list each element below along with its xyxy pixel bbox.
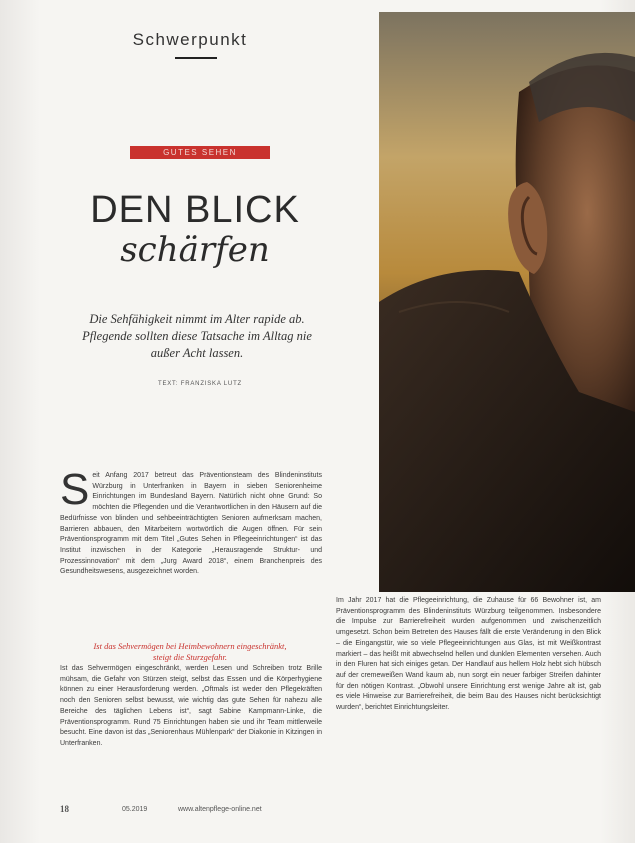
article-column-1-lower (60, 664, 322, 750)
article-paragraph-2: Ist das Sehvermögen eingeschränkt, werden Lesen und Schreiben trotz Brille mühsam, die Gefahr von Stürzen steigt, selbst das Essen und die Körperhygiene können zu einer Herausforderung werden. „Oftmals ist weder den Pflegekräften noch den Senioren selbst bewusst, wie wichtig das gute Sehen für nahezu alle Bereiche des täglichen Lebens ist“, sagt Sabine Kampmann-Linke, die Präventionsprogramm. Rund 75 Einrichtungen haben sie und ihr Team mittlerweile besucht. Eine davon ist das „Seniorenhaus Mühlenpark“ der Diakonie in Kitzingen in Unterfranken. (60, 665, 322, 747)
article-paragraph-1: eit Anfang 2017 betreut das Präventionsteam des Blindeninstituts Würzburg in Unterfranken in Bayern in sieben Seniorenheime Einrichtungen im Bundesland Bayern. Natürlich nicht ohne Grund: So möchten die Pflegenden und die Verantwortlichen in den Häusern auf die Bedürfnisse von blinden und sehbeeinträchtigten Senioren aufmerksam machen, Barrieren abbauen, den Mitarbeitern wortwörtlich die Augen öffnen. Für sein Präventionsprogramm mit dem Titel „Gutes Sehen in Pflegeeinrichtungen“ ist das Institut inzwischen in der Kategorie „Herausragende Struktur- und Prozessinnovation“ mit dem „Jurg Award 2018“, einem Branchenpreis des Gesundheitswesens, ausgezeichnet worden. (60, 472, 322, 576)
article-title-italic: schärfen (120, 230, 270, 270)
article-byline: TEXT: FRANZISKA LUTZ (157, 381, 242, 387)
drop-cap: S (60, 465, 90, 514)
pull-quote: Ist das Sehvermögen bei Heimbewohnern eingeschränkt, steigt die Sturzgefahr. (93, 641, 287, 662)
section-divider (175, 57, 217, 59)
page-number: 18 (60, 804, 69, 814)
article-column-1 (60, 465, 322, 578)
article-lead: Die Sehfähigkeit nimmt im Alter rapide ab. Pflegende sollten diese Tatsache im Alltag nie außer Acht lassen. (82, 312, 312, 360)
section-label: Schwerpunkt (132, 30, 248, 49)
article-title: DEN BLICK (90, 189, 300, 231)
issue-label: 05.2019 (122, 806, 148, 813)
article-paragraph-3: Im Jahr 2017 hat die Pflegeeinrichtung, die Zuhause für 66 Bewohner ist, am Präventionsprogramm des Blindeninstituts Würzburg teilgenommen. Insbesondere die Impulse zur Barrierefreiheit wurden aufgenommen und zwischenzeitlich umgesetzt. Schon beim Betreten des Hauses fällt die erste Veränderung in den Blick – die Eingangstür, wie so viele Pflegeeinrichtungen aus Glas, ist mit Weißkontrast markiert – das heißt mit abwechselnd hellen und dunklen Elementen versehen. Auch in den Fluren hat sich einiges getan. Der Handlauf aus hellem Holz hebt sich hübsch auf der cremeweißen Wand kaum ab, nun sorgt ein neuer farbiger Streifen dahinter für den nötigen Kontrast. „Obwohl unsere Einrichtung erst wenige Jahre alt ist, gab es viele Hinweise zur Barrierefreiheit, die beim Bau des Hauses nicht berücksichtigt wurden“, berichtet Einrichtungsleiter. (336, 597, 601, 712)
website-link[interactable]: www.altenpflege-online.net (178, 806, 262, 813)
article-kicker: GUTES SEHEN (130, 146, 270, 159)
portrait-photo (379, 12, 635, 592)
article-column-2 (336, 596, 601, 714)
